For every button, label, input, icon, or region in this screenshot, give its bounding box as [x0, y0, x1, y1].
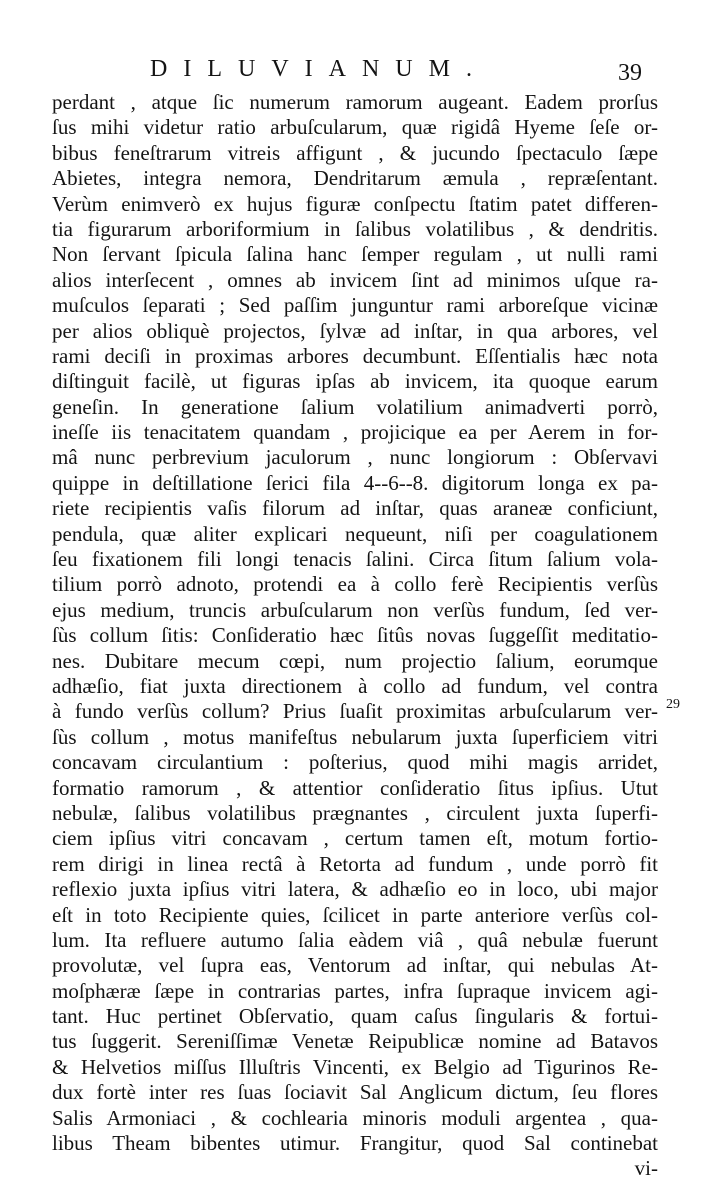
text-line: rami deciſi in proximas arbores decumbunt. Eſſentialis hæc nota: [52, 343, 658, 368]
text-line: nebulæ, ſalibus volatilibus prægnantes , circulent juxta ſuperfi-: [52, 800, 658, 825]
text-line: alios interſecent , omnes ab invicem ſint ad minimos uſque ra-: [52, 267, 658, 292]
text-line: ſùs collum , motus manifeſtus nebularum juxta ſuperficiem vitri: [52, 724, 658, 749]
text-line: concavam circulantium : poſterius, quod mihi magis arridet,: [52, 750, 658, 775]
text-line: per alios obliquè projectos, ſylvæ ad inſtar, in qua arbores, vel: [52, 318, 658, 343]
text-line: adhæſio, fiat juxta directionem à collo ad fundum, vel contra: [52, 673, 658, 698]
text-line: ſùs collum ſitis: Conſideratio hæc ſitûs novas ſuggeſſit meditatio-: [52, 623, 658, 648]
text-line: Abietes, integra nemora, Dendritarum æmula , repræſentant.: [52, 166, 658, 191]
text-line: formatio ramorum , & attentior conſideratio ſitus ipſius. Utut: [52, 775, 658, 800]
margin-note-number: 29: [666, 697, 680, 712]
body-text: [52, 90, 658, 1182]
text-line: ejus medium, truncis arbuſcularum non verſùs fundum, ſed ver-: [52, 597, 658, 622]
text-line: nes. Dubitare mecum cœpi, num projectio ſalium, eorumque: [52, 648, 658, 673]
text-line: eſt in toto Recipiente quies, ſcilicet in parte anteriore verſùs col-: [52, 902, 658, 927]
text-line: Salis Armoniaci , & cochlearia minoris moduli argentea , qua-: [52, 1105, 658, 1130]
text-line: libus Theam bibentes utimur. Frangitur, quod Sal continebat: [52, 1131, 658, 1156]
text-line: ſeu fixationem fili longi tenacis ſalini. Circa ſitum ſalium vola-: [52, 547, 658, 572]
text-line: riete recipientis vaſis filorum ad inſtar, quas araneæ conficiunt,: [52, 496, 658, 521]
page-number: 39: [618, 60, 642, 86]
text-line: provolutæ, vel ſupra eas, Ventorum ad inſtar, qui nebulas At-: [52, 953, 658, 978]
text-line: tilium porrò adnoto, protendi ea à collo ferè Recipientis verſùs: [52, 572, 658, 597]
text-line: perdant , atque ſic numerum ramorum augeant. Eadem prorſus: [52, 90, 658, 114]
text-line: vi-: [634, 1156, 658, 1181]
text-line: tant. Huc pertinet Obſervatio, quam caſus ſingularis & fortui-: [52, 1004, 658, 1029]
text-line: moſphæræ ſæpe in contrarias partes, infra ſupraque invicem agi-: [52, 978, 658, 1003]
text-line: & Helvetios miſſus Illuſtris Vincenti, ex Belgio ad Tigurinos Re-: [52, 1054, 658, 1079]
text-line: rem dirigi in linea rectâ à Retorta ad fundum , unde porrò fit: [52, 851, 658, 876]
text-line: à fundo verſùs collum? Prius ſuaſit proximitas arbuſcularum ver-: [52, 699, 658, 724]
text-line: dux fortè inter res ſuas ſociavit Sal Anglicum dictum, ſeu flores: [52, 1080, 658, 1105]
running-title: DILUVIANUM.: [150, 56, 488, 82]
text-line: quippe in deſtillatione ſerici fila 4--6--8. digitorum longa ex pa-: [52, 470, 658, 495]
text-line: Non ſervant ſpicula ſalina hanc ſemper regulam , ut nulli rami: [52, 242, 658, 267]
text-line: lum. Ita refluere autumo ſalia eàdem viâ , quâ nebulæ fuerunt: [52, 927, 658, 952]
text-line: pendula, quæ aliter explicari nequeunt, niſi per coagulationem: [52, 521, 658, 546]
text-line: diſtinguit facilè, ut figuras ipſas ab invicem, ita quoque earum: [52, 369, 658, 394]
text-line: bibus feneſtrarum vitreis affigunt , & jucundo ſpectaculo ſæpe: [52, 140, 658, 165]
text-line: ciem ipſius vitri concavam , certum tamen eſt, motum fortio-: [52, 826, 658, 851]
text-line: tia figurarum arboriformium in ſalibus volatilibus , & dendritis.: [52, 216, 658, 241]
text-line: reflexio juxta ipſius vitri latera, & adhæſio eo in loco, ubi major: [52, 877, 658, 902]
text-line: tus ſuggerit. Sereniſſimæ Venetæ Reipublicæ nomine ad Batavos: [52, 1029, 658, 1054]
text-line: geneſin. In generatione ſalium volatilium animadverti porrò,: [52, 394, 658, 419]
text-line: muſculos ſeparati ; Sed paſſim junguntur rami arboreſque vicinæ: [52, 293, 658, 318]
text-line: Verùm enimverò ex hujus figuræ conſpectu ſtatim patet differen-: [52, 191, 658, 216]
text-line: mâ nunc perbrevium jaculorum , nunc longiorum : Obſervavi: [52, 445, 658, 470]
text-line: ſus mihi videtur ratio arbuſcularum, quæ rigidâ Hyeme ſeſe or-: [52, 115, 658, 140]
text-line: ineſſe iis tenacitatem quandam , projicique ea per Aerem in for-: [52, 420, 658, 445]
